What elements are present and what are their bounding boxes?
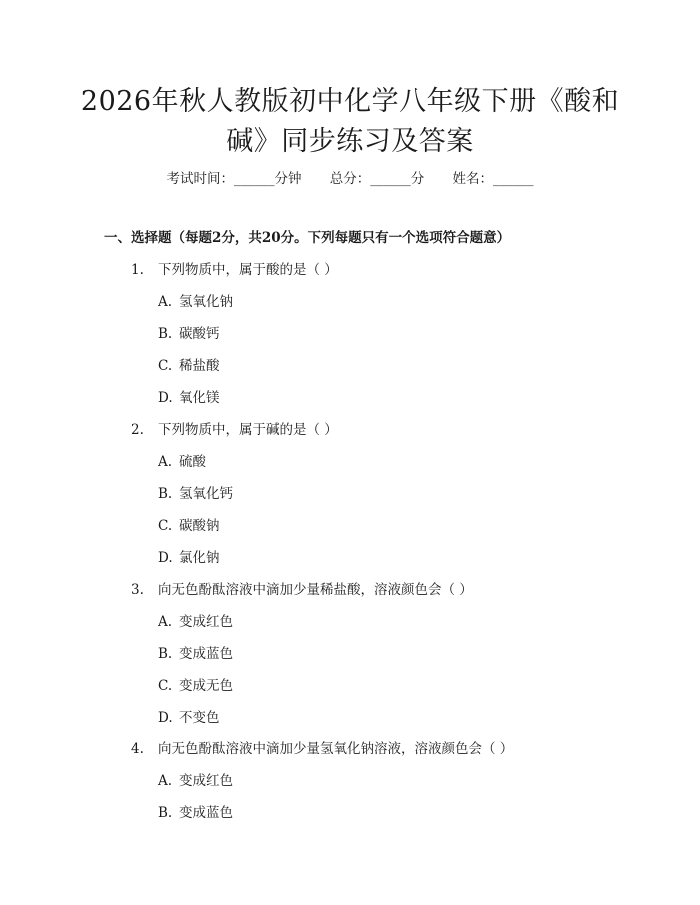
option-1a: [158, 293, 233, 311]
question-1: [131, 261, 338, 279]
question-text: 向无色酚酞溶液中滴加少量稀盐酸，溶液颜色会（ ）: [158, 582, 473, 598]
option-2d: [158, 549, 220, 567]
option-letter: B.: [158, 326, 173, 342]
option-text: 变成蓝色: [179, 646, 233, 662]
option-letter: D.: [158, 710, 173, 726]
option-letter: C.: [158, 358, 173, 374]
question-2: [131, 421, 338, 439]
option-2c: [158, 517, 220, 535]
option-letter: B.: [158, 805, 173, 821]
option-3d: [158, 709, 220, 727]
option-4a: [158, 772, 233, 790]
option-letter: D.: [158, 390, 173, 406]
exam-time: 考试时间：______分钟: [166, 171, 302, 187]
option-2a: [158, 453, 206, 471]
student-name: 姓名：______: [452, 171, 534, 187]
option-1d: [158, 389, 220, 407]
option-3c: [158, 677, 233, 695]
option-letter: A.: [158, 294, 173, 310]
question-4: [131, 740, 513, 758]
option-text: 不变色: [179, 710, 220, 726]
option-text: 变成蓝色: [179, 805, 233, 821]
option-letter: B.: [158, 646, 173, 662]
option-3a: [158, 613, 233, 631]
option-2b: [158, 485, 233, 503]
exam-meta: [0, 170, 700, 188]
question-text: 下列物质中，属于碱的是（ ）: [158, 422, 338, 438]
option-letter: C.: [158, 518, 173, 534]
question-text: 向无色酚酞溶液中滴加少量氢氧化钠溶液，溶液颜色会（ ）: [158, 741, 514, 757]
section-heading-choice: 一、选择题（每题2分，共20分。下列每题只有一个选项符合题意）: [104, 230, 511, 246]
option-letter: B.: [158, 486, 173, 502]
question-text: 下列物质中，属于酸的是（ ）: [158, 262, 338, 278]
option-4b: [158, 804, 233, 822]
option-text: 稀盐酸: [179, 358, 220, 374]
question-3: [131, 581, 473, 599]
question-number: 3.: [131, 582, 144, 598]
option-letter: A.: [158, 614, 173, 630]
exam-score: 总分：______分: [329, 171, 425, 187]
option-text: 变成红色: [179, 614, 233, 630]
option-text: 硫酸: [179, 454, 206, 470]
option-text: 氢氧化钙: [179, 486, 233, 502]
option-letter: A.: [158, 454, 173, 470]
option-text: 碳酸钙: [179, 326, 220, 342]
question-number: 4.: [131, 741, 144, 757]
option-text: 变成红色: [179, 773, 233, 789]
option-letter: C.: [158, 678, 173, 694]
document-title: 2026年秋人教版初中化学八年级下册《酸和碱》同步练习及答案: [80, 86, 620, 157]
question-number: 2.: [131, 422, 144, 438]
option-1b: [158, 325, 220, 343]
option-text: 变成无色: [179, 678, 233, 694]
option-text: 氧化镁: [179, 390, 220, 406]
option-text: 碳酸钠: [179, 518, 220, 534]
option-letter: A.: [158, 773, 173, 789]
option-letter: D.: [158, 550, 173, 566]
option-1c: [158, 357, 220, 375]
question-number: 1.: [131, 262, 144, 278]
option-text: 氯化钠: [179, 550, 220, 566]
option-3b: [158, 645, 233, 663]
option-text: 氢氧化钠: [179, 294, 233, 310]
